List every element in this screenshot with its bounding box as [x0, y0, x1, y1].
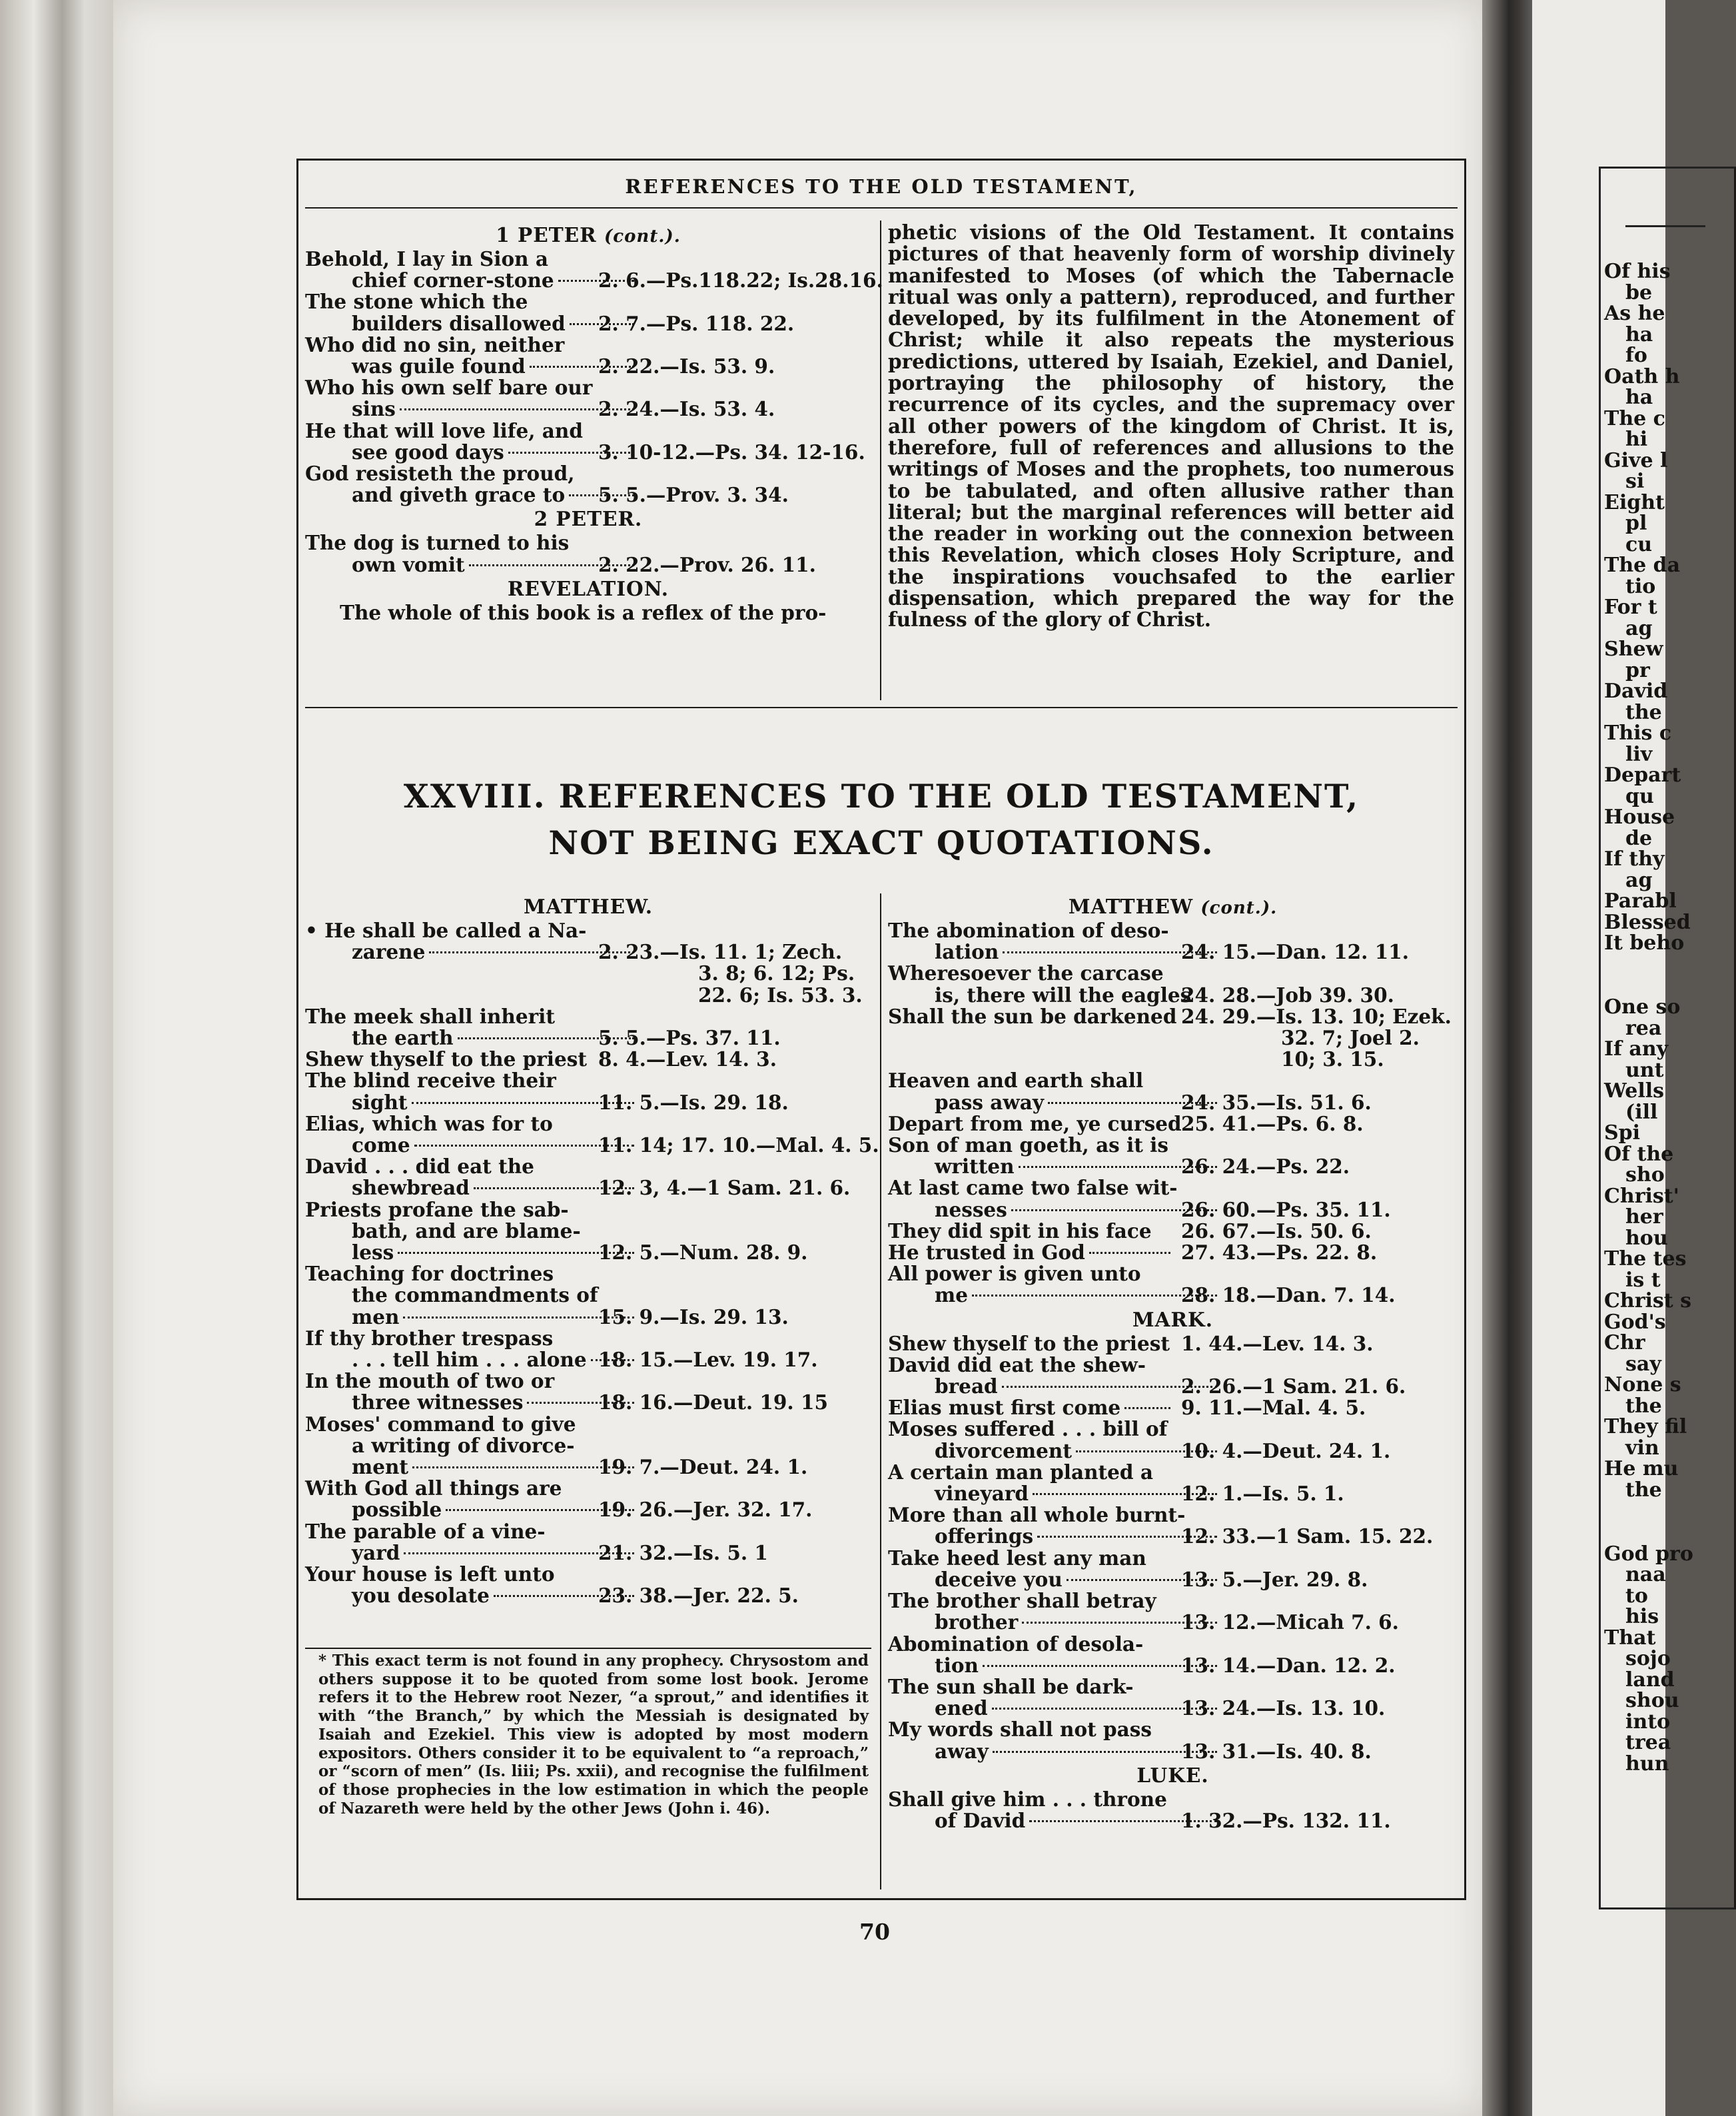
next-page-fragment: ha: [1625, 322, 1653, 346]
reference-entry: [888, 1548, 1458, 1590]
scripture-reference: 5. 5.—Prov. 3. 34.: [598, 483, 789, 507]
entry-text: Priests profane the sab-: [305, 1197, 569, 1221]
scripture-reference: 12. 5.—Num. 28. 9.: [598, 1241, 808, 1265]
next-page-fragment: (ill: [1625, 1100, 1658, 1124]
next-page-fragment: qu: [1625, 784, 1654, 808]
entry-text: Abomination of desola-: [888, 1632, 1144, 1656]
page-number: 70: [859, 1919, 890, 1945]
next-page-fragment: The c: [1604, 406, 1665, 430]
entry-text: The dog is turned to his: [305, 531, 570, 555]
heading-2-peter: 2 PETER.: [534, 507, 643, 531]
next-page-fragment: the: [1625, 1394, 1662, 1418]
entry-text: and giveth grace to: [352, 483, 566, 507]
next-page-fragment: rea: [1625, 1016, 1662, 1040]
next-page-fragment: land: [1625, 1668, 1675, 1692]
reference-entry: [305, 420, 871, 463]
next-page-fragment: The da: [1604, 554, 1681, 577]
reference-entry: [888, 1113, 1458, 1135]
entry-text: . . . tell him . . . alone: [352, 1348, 587, 1372]
next-page-fragment: One so: [1604, 995, 1681, 1019]
next-page-fragment: Christ s: [1604, 1289, 1691, 1313]
2-peter-entries: [305, 532, 871, 575]
next-page-fragment: Christ': [1604, 1184, 1679, 1208]
reference-entry: [305, 1478, 871, 1520]
revelation-prose: phetic visions of the Old Testament. It contains pictures of that heavenly form of worship divinely manifested to Moses (of which the Tabernacle ritual was only a pattern), reproduced, and further developed, by its fulfilment in the Atonement of Christ; while it also repeats the mysterious predictions, uttered by Isaiah, Ezekiel, and Daniel, portraying the philosophy of history, the recurrence of its cycles, and the supremacy over all other powers of the kingdom of Christ. It is, therefore, full of references and allusions to the writings of Moses and the prophets, too numerous to be tabulated, and often allusive rather than literal; but the marginal references will better aid the reader in working out the connexion between this Revelation, which closes Holy Scripture, and the inspirations vouchsafed to the earlier dispensation, which prepared the way for the fulness of the glory of Christ.: [888, 221, 1454, 632]
heading-matthew: MATTHEW.: [524, 895, 653, 918]
reference-entry: [888, 1634, 1458, 1676]
reference-entry: [888, 920, 1458, 963]
next-page-fragment: unt: [1625, 1058, 1664, 1082]
next-page-fragment: sojo: [1625, 1647, 1671, 1670]
reference-entry: [305, 1414, 871, 1478]
bottom-column-divider: [880, 893, 881, 1889]
scripture-reference: 19. 7.—Deut. 24. 1.: [598, 1455, 808, 1479]
entry-text: The brother shall betray: [888, 1589, 1156, 1613]
entry-text: Moses' command to give: [305, 1412, 576, 1436]
scripture-reference: 24. 35.—Is. 51. 6.: [1181, 1090, 1372, 1114]
heading-mark: MARK.: [1132, 1307, 1213, 1331]
entry-text: chief corner-stone: [352, 268, 554, 292]
entry-text: the commandments of: [352, 1283, 598, 1307]
scripture-reference: 25. 41.—Ps. 6. 8.: [1181, 1111, 1364, 1135]
entry-text: The sun shall be dark-: [888, 1674, 1134, 1698]
entry-text: men: [352, 1305, 400, 1328]
reference-entry: [305, 1564, 871, 1606]
entry-text: a writing of divorce-: [352, 1433, 575, 1457]
entry-text: Depart from me, ye cursed: [888, 1111, 1182, 1135]
leader-dots: [972, 1295, 1217, 1297]
entry-text: Behold, I lay in Sion a: [305, 247, 548, 270]
scripture-reference: 21. 32.—Is. 5. 1: [598, 1540, 768, 1564]
entry-text: you desolate: [352, 1584, 490, 1608]
scripture-reference: 18. 15.—Lev. 19. 17.: [598, 1348, 818, 1372]
next-page-fragment: his: [1625, 1605, 1659, 1628]
entry-text: come: [352, 1133, 410, 1157]
scripture-reference: 24. 28.—Job 39. 30.: [1181, 983, 1394, 1007]
entry-text: They did spit in his face: [888, 1219, 1152, 1243]
scripture-reference: 10. 4.—Deut. 24. 1.: [1181, 1438, 1391, 1462]
reference-entry: [305, 920, 871, 1006]
reference-entry: [888, 1789, 1458, 1832]
heading-luke: LUKE.: [1136, 1763, 1209, 1787]
scripture-reference: 1. 44.—Lev. 14. 3.: [1181, 1331, 1374, 1355]
reference-entry: [305, 1049, 871, 1070]
entry-text: see good days: [352, 440, 504, 464]
next-page-fragment: into: [1625, 1710, 1671, 1734]
reference-entry: [305, 291, 871, 334]
scripture-reference: 2. 6.—Ps.118.22; Is.28.16.: [598, 268, 883, 292]
entry-text: Wheresoever the carcase: [888, 961, 1164, 985]
next-page-fragment: hun: [1625, 1752, 1669, 1776]
page-frame: [296, 159, 1466, 1900]
heading-revelation: REVELATION.: [507, 576, 669, 600]
footnote-rule: [305, 1648, 871, 1649]
running-head-rule: [305, 207, 1458, 209]
next-page-fragment: Spi: [1604, 1121, 1641, 1145]
entry-text: David . . . did eat the: [305, 1155, 534, 1179]
next-page-fragment: David: [1604, 680, 1668, 703]
next-page-fragment: Give l: [1604, 448, 1668, 472]
book-edge: [0, 0, 113, 2116]
next-page-fragment: Wells: [1604, 1079, 1665, 1103]
scripture-reference-cont: 3. 8; 6. 12; Ps.: [698, 961, 855, 985]
entry-text: ment: [352, 1455, 409, 1479]
scripture-reference: 13. 12.—Micah 7. 6.: [1181, 1610, 1399, 1634]
next-page-fragment: her: [1625, 1205, 1663, 1229]
entry-text: nesses: [935, 1197, 1007, 1221]
entry-text: vineyard: [935, 1482, 1029, 1506]
next-page-fragment: hi: [1625, 428, 1648, 451]
entry-text: Elias, which was for to: [305, 1111, 553, 1135]
next-page-fragment: If thy: [1604, 847, 1665, 871]
entry-text: Who his own self bare our: [305, 376, 593, 400]
matthew-entries: [305, 919, 879, 1608]
reference-entry: [888, 1504, 1458, 1547]
scripture-reference: 23. 38.—Jer. 22. 5.: [598, 1584, 799, 1608]
scripture-reference: 24. 15.—Dan. 12. 11.: [1181, 940, 1410, 964]
reference-entry: [305, 1070, 871, 1113]
scripture-reference: 24. 29.—Is. 13. 10; Ezek.: [1181, 1004, 1452, 1028]
next-page-fragment: pr: [1625, 658, 1650, 682]
entry-text: written: [935, 1155, 1015, 1179]
entry-text: Who did no sin, neither: [305, 332, 565, 356]
scripture-reference: 2. 22.—Prov. 26. 11.: [598, 552, 816, 576]
scripture-reference-cont: 22. 6; Is. 53. 3.: [698, 983, 863, 1007]
entry-text: the earth: [352, 1026, 454, 1050]
matthew-mark-luke-column: [888, 893, 1458, 1832]
scripture-reference: 11. 14; 17. 10.—Mal. 4. 5.: [598, 1133, 879, 1157]
entry-text: He trusted in God: [888, 1241, 1085, 1265]
scripture-reference: 12. 33.—1 Sam. 15. 22.: [1181, 1524, 1434, 1548]
scripture-reference: 2. 22.—Is. 53. 9.: [598, 354, 775, 378]
entry-text: bath, and are blame-: [352, 1219, 581, 1243]
entry-text: A certain man planted a: [888, 1460, 1153, 1484]
next-page-fragment: For t: [1604, 596, 1657, 619]
top-column-divider: [880, 221, 881, 700]
scripture-reference: 26. 24.—Ps. 22.: [1181, 1155, 1350, 1179]
entry-text: Son of man goeth, as it is: [888, 1133, 1168, 1157]
entry-text: The meek shall inherit: [305, 1004, 556, 1028]
next-page-fragment: As he: [1604, 302, 1665, 325]
next-page-fragment: If any: [1604, 1037, 1669, 1061]
leader-dots: [1089, 1252, 1170, 1254]
entry-text: offerings: [935, 1524, 1034, 1548]
revelation-text: The whole of this book is a reflex of the pro-: [340, 600, 827, 624]
entry-text: me: [935, 1283, 968, 1307]
next-page-fragment: hou: [1625, 1226, 1668, 1250]
next-page-fragment: shou: [1625, 1689, 1679, 1712]
matthew-column: [305, 893, 879, 1608]
next-page-rule: [1625, 225, 1705, 227]
entry-text: ened: [935, 1696, 988, 1720]
next-page-fragment: be: [1625, 280, 1653, 304]
reference-entry: [305, 1521, 871, 1564]
reference-entry: [305, 1328, 871, 1370]
section-divider: [305, 707, 1458, 708]
next-page-fragment: is t: [1625, 1268, 1661, 1292]
entry-text: away: [935, 1739, 989, 1763]
next-page-fragment: say: [1625, 1352, 1661, 1376]
entry-text: Shall give him . . . throne: [888, 1787, 1167, 1811]
next-page-fragment: Of the: [1604, 1142, 1674, 1166]
heading-matthew-cont: MATTHEW (cont.).: [1068, 895, 1278, 918]
scripture-reference: 9. 11.—Mal. 4. 5.: [1181, 1396, 1366, 1420]
entry-text: Take heed lest any man: [888, 1546, 1146, 1570]
next-page-fragment: The tes: [1604, 1247, 1687, 1271]
1-peter-entries: [305, 247, 883, 507]
scripture-reference: 5. 5.—Ps. 37. 11.: [598, 1026, 781, 1050]
entry-text: Shew thyself to the priest: [888, 1331, 1170, 1355]
reference-entry: [888, 1418, 1458, 1461]
entry-text: less: [352, 1241, 394, 1265]
entry-text: Heaven and earth shall: [888, 1069, 1144, 1093]
entry-text: With God all things are: [305, 1476, 562, 1500]
reference-entry: [305, 377, 871, 420]
entry-text: lation: [935, 940, 999, 964]
scripture-reference-cont: 32. 7; Joel 2.: [1281, 1026, 1420, 1050]
next-page-fragment: This c: [1604, 722, 1672, 745]
entry-text: God resisteth the proud,: [305, 462, 575, 486]
scripture-reference: 26. 67.—Is. 50. 6.: [1181, 1219, 1372, 1243]
entry-text: is, there will the eagles: [935, 983, 1192, 1007]
entry-text: tion: [935, 1653, 979, 1677]
entry-text: zarene: [352, 940, 426, 964]
entry-text: At last came two false wit-: [888, 1176, 1178, 1200]
next-page-fragment: God's: [1604, 1310, 1666, 1334]
reference-entry: [305, 334, 871, 377]
footnote: * This exact term is not found in any prophecy. Chrysostom and others suppose it to be quoted from some lost book. Jerome refers it to the Hebrew root Nezer, “a sprout,” and identifies it with “the Branch,” by which the Messiah is designated by Isaiah and Ezekiel. This view is adopted by most modern expositors. Others consider it to be equivalent to “a reproach,” or “scorn of men” (Is. liii; Ps. xxii), and recognise the fulfilment of those prophecies in the low estimation in which the people of Nazareth were held by the other Jews (John i. 46).: [318, 1652, 869, 1818]
reference-entry: [888, 1590, 1458, 1633]
running-head: REFERENCES TO THE OLD TESTAMENT,: [625, 175, 1138, 198]
reference-entry: [305, 532, 871, 575]
reference-entry: [305, 1199, 871, 1264]
entry-text: Your house is left unto: [305, 1562, 555, 1586]
scripture-reference: 3. 10-12.—Ps. 34. 12-16.: [598, 440, 865, 464]
entry-text: My words shall not pass: [888, 1718, 1152, 1742]
entry-text: bread: [935, 1374, 998, 1398]
next-page-fragment: si: [1625, 470, 1645, 493]
reference-entry: [888, 1242, 1458, 1263]
reference-entry: [305, 1156, 871, 1199]
entry-text: Teaching for doctrines: [305, 1262, 554, 1286]
section-title: XXVIII. REFERENCES TO THE OLD TESTAMENT,: [403, 777, 1360, 815]
entry-text: David did eat the shew-: [888, 1352, 1146, 1376]
next-page-fragment: They fil: [1604, 1415, 1687, 1438]
next-page-fragment: trea: [1625, 1731, 1671, 1754]
scripture-reference: 2. 26.—1 Sam. 21. 6.: [1181, 1374, 1406, 1398]
next-page-fragment: vin: [1625, 1436, 1659, 1460]
next-page: [1532, 0, 1693, 2116]
entry-text: In the mouth of two or: [305, 1369, 555, 1393]
entry-text: More than all whole burnt-: [888, 1503, 1186, 1527]
scripture-reference: 26. 60.—Ps. 35. 11.: [1181, 1197, 1391, 1221]
reference-entry: [305, 463, 871, 506]
entry-text: All power is given unto: [888, 1262, 1141, 1286]
entry-text: The parable of a vine-: [305, 1519, 546, 1543]
next-page-fragment: de: [1625, 826, 1653, 850]
heading-1-peter: 1 PETER (cont.).: [496, 223, 681, 247]
entry-text: brother: [935, 1610, 1019, 1634]
entry-text: divorcement: [935, 1438, 1072, 1462]
entry-text: yard: [352, 1540, 400, 1564]
entry-text: sight: [352, 1090, 408, 1114]
matthew-cont-entries: [888, 920, 1458, 1307]
next-page-fragment: ha: [1625, 386, 1653, 409]
entry-text: three witnesses: [352, 1390, 524, 1414]
next-page-fragment: Of his: [1604, 260, 1671, 283]
peter-column: [305, 222, 883, 624]
entry-text: The stone which the: [305, 290, 528, 314]
section-subtitle: NOT BEING EXACT QUOTATIONS.: [548, 823, 1214, 862]
next-page-fragment: Blessed: [1604, 910, 1691, 934]
reference-entry: [888, 1397, 1458, 1418]
leader-dots: [1124, 1407, 1170, 1409]
entry-text: The abomination of deso-: [888, 919, 1169, 942]
entry-text: He that will love life, and: [305, 418, 583, 442]
luke-entries: [888, 1789, 1458, 1832]
next-page-fragment: the: [1625, 700, 1662, 724]
entry-text: If thy brother trespass: [305, 1326, 554, 1350]
reference-entry: [888, 1070, 1458, 1113]
entry-text: shewbread: [352, 1176, 470, 1200]
next-page-fragment: That: [1604, 1626, 1656, 1650]
reference-entry: [305, 247, 883, 292]
next-page-fragment: fo: [1625, 344, 1647, 367]
next-page-fragment: Chr: [1604, 1331, 1645, 1354]
entry-text: Shew thyself to the priest: [305, 1047, 588, 1071]
reference-entry: [888, 1221, 1458, 1242]
entry-text: Moses suffered . . . bill of: [888, 1417, 1168, 1441]
scripture-reference: 28. 18.—Dan. 7. 14.: [1181, 1283, 1396, 1307]
scripture-reference: 18. 16.—Deut. 19. 15: [598, 1390, 829, 1414]
mark-entries: [888, 1333, 1458, 1762]
reference-entry: [305, 1006, 871, 1049]
entry-text: Elias must first come: [888, 1396, 1121, 1420]
next-page-fragment: Depart: [1604, 764, 1681, 787]
reference-entry: [888, 1719, 1458, 1762]
next-page-fragment: tio: [1625, 574, 1656, 598]
entry-text: builders disallowed: [352, 311, 566, 335]
reference-entry: [305, 1263, 871, 1328]
entry-text: The blind receive their: [305, 1069, 556, 1093]
scripture-reference: 2. 23.—Is. 11. 1; Zech.: [598, 940, 843, 964]
scripture-reference: 13. 31.—Is. 40. 8.: [1181, 1739, 1372, 1763]
scripture-reference: 11. 5.—Is. 29. 18.: [598, 1090, 789, 1114]
reference-entry: [888, 1354, 1458, 1397]
entry-text: sins: [352, 397, 396, 421]
reference-entry: [888, 1676, 1458, 1719]
scripture-reference: 19. 26.—Jer. 32. 17.: [598, 1498, 813, 1522]
entry-text: deceive you: [935, 1567, 1063, 1591]
reference-entry: [305, 1370, 871, 1413]
scripture-reference: 8. 4.—Lev. 14. 3.: [598, 1047, 777, 1071]
reference-entry: [888, 1333, 1458, 1354]
entry-text: of David: [935, 1808, 1026, 1832]
next-page-fragment: None s: [1604, 1373, 1681, 1396]
next-page-fragment: Eight: [1604, 490, 1665, 514]
next-page-fragment: the: [1625, 1478, 1662, 1502]
entry-text: possible: [352, 1498, 442, 1522]
scripture-reference: 13. 14.—Dan. 12. 2.: [1181, 1653, 1396, 1677]
scripture-reference: 2. 24.—Is. 53. 4.: [598, 397, 775, 421]
next-page-fragment: Oath h: [1604, 364, 1680, 388]
reference-entry: [888, 1135, 1458, 1177]
scripture-reference: 27. 43.—Ps. 22. 8.: [1181, 1241, 1378, 1265]
next-page-fragment: sho: [1625, 1163, 1665, 1187]
next-page-fragment: ag: [1625, 868, 1653, 892]
entry-text: Shall the sun be darkened: [888, 1004, 1177, 1028]
scripture-reference: 15. 9.—Is. 29. 13.: [598, 1305, 789, 1328]
next-page-fragment: liv: [1625, 742, 1653, 766]
next-page-fragment: to: [1625, 1584, 1648, 1608]
entry-text: was guile found: [352, 354, 526, 378]
scripture-reference: 13. 24.—Is. 13. 10.: [1181, 1696, 1386, 1720]
next-page-fragment: Parabl: [1604, 889, 1677, 913]
next-page-fragment: He mu: [1604, 1457, 1679, 1480]
next-page-fragment: ag: [1625, 616, 1653, 640]
reference-entry: [888, 1006, 1458, 1071]
scripture-reference: 1. 32.—Ps. 132. 11.: [1181, 1808, 1391, 1832]
reference-entry: [888, 1263, 1458, 1306]
scripture-reference-cont: 10; 3. 15.: [1281, 1047, 1384, 1071]
next-page-fragment: Shew: [1604, 638, 1663, 661]
reference-entry: [888, 963, 1458, 1005]
entry-text: pass away: [935, 1090, 1044, 1114]
next-page-fragment: It beho: [1604, 931, 1685, 955]
scripture-reference: 13. 5.—Jer. 29. 8.: [1181, 1567, 1368, 1591]
reference-entry: [888, 1462, 1458, 1504]
next-page-fragment: naa: [1625, 1563, 1666, 1586]
scripture-reference: 2. 7.—Ps. 118. 22.: [598, 311, 795, 335]
next-page-fragment: pl: [1625, 512, 1647, 535]
scripture-reference: 12. 3, 4.—1 Sam. 21. 6.: [598, 1176, 851, 1200]
scripture-reference: 12. 1.—Is. 5. 1.: [1181, 1482, 1344, 1506]
entry-text: • He shall be called a Na-: [305, 919, 587, 942]
reference-entry: [305, 1111, 879, 1157]
entry-text: own vomit: [352, 552, 465, 576]
next-page-fragment: House: [1604, 805, 1675, 829]
next-page-fragment: cu: [1625, 532, 1653, 556]
reference-entry: [888, 1177, 1458, 1220]
next-page-fragment: God pro: [1604, 1542, 1693, 1566]
